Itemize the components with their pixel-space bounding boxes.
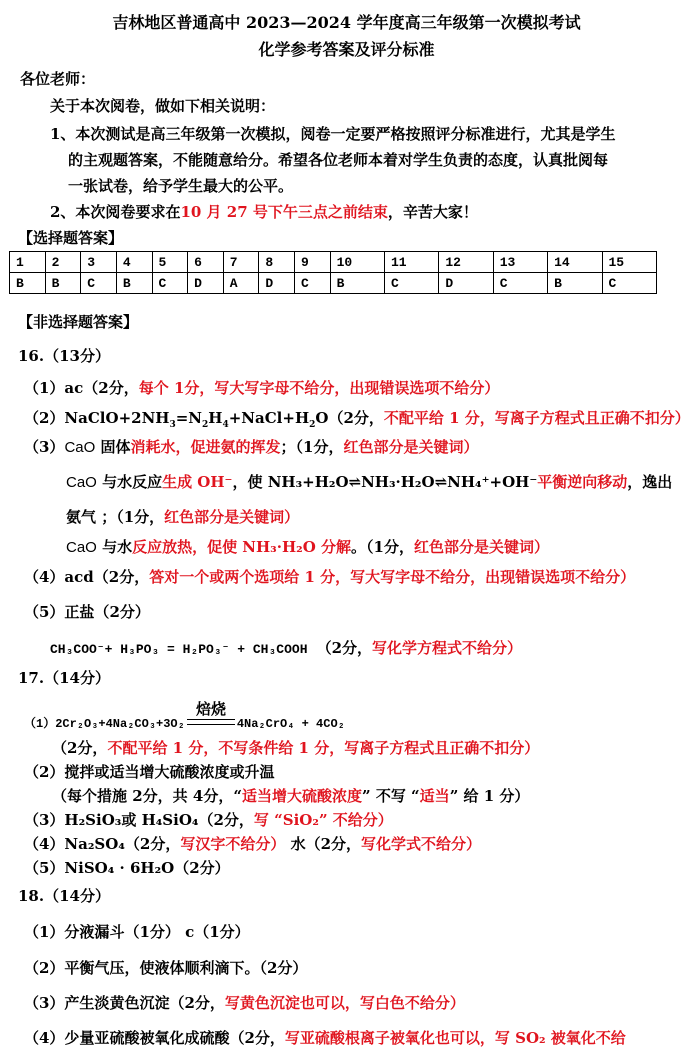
q17-p4-red: 写汉字不给分）: [180, 835, 286, 853]
q16-p3-a: （3）: [24, 438, 65, 456]
q16-p3-l2-b: ，使 NH₃+H₂O⇌NH₃·H₂O⇌NH₄⁺+OH⁻: [232, 473, 538, 491]
note-2-deadline: 10 月 27 号下午三点之前结束: [180, 203, 388, 221]
mc-number-cell: 7: [223, 252, 259, 273]
note-2: [50, 202, 478, 222]
mc-answer-cell: A: [223, 273, 259, 294]
q17-part-5: （5）NiSO₄ · 6H₂O（2分）: [24, 859, 230, 877]
q16-p3-c: ；（1分，: [280, 438, 344, 456]
equal-sign-icon: [187, 719, 235, 727]
q16-p3-l2-red1: 生成 OH⁻: [162, 473, 233, 491]
q16-p5-red: 写化学方程式不给分）: [372, 639, 523, 657]
q17-p4-red2: 写化学式不给分）: [361, 835, 482, 853]
mc-number-cell: 9: [295, 252, 331, 273]
q18-part-3: [24, 993, 465, 1013]
q16-p2-e: O（2分，: [315, 409, 384, 427]
q16-p3-l3-a: 氨气 ；（1分，: [66, 508, 165, 526]
q17-p4-a: （4）Na₂SO₄（2分，: [24, 835, 181, 853]
mc-answer-cell: D: [259, 273, 295, 294]
mc-number-cell: 12: [439, 252, 493, 273]
mc-answer-cell: B: [45, 273, 81, 294]
q18-title: 18.（14分）: [18, 887, 110, 905]
mc-number-cell: 14: [548, 252, 602, 273]
mc-answer-cell: D: [188, 273, 224, 294]
q17-part-1: [24, 712, 345, 734]
intro-lead: 关于本次阅卷，做如下相关说明：: [50, 97, 276, 115]
mc-answer-row: [10, 273, 657, 294]
q17-p1-l2-red: 不配平给 1 分，不写条件给 1 分，写离子方程式且正确不扣分）: [107, 739, 540, 757]
q17-condition: 焙烧: [196, 700, 227, 718]
mc-answer-cell: C: [152, 273, 188, 294]
mc-number-cell: 15: [602, 252, 657, 273]
q16-p5-b: （2分，: [316, 639, 372, 657]
q18-p4-red: 写亚硫酸根离子被氧化也可以，写 SO₂ 被氧化不给: [284, 1029, 626, 1047]
mc-number-cell: 4: [116, 252, 152, 273]
q17-p2-l2-c: ” 给 1 分）: [449, 787, 530, 805]
mc-number-cell: 10: [330, 252, 384, 273]
q16-title: 16.（13分）: [18, 347, 110, 365]
q17-p2-l2-red: 适当增大硫酸浓度: [241, 787, 362, 805]
mc-number-cell: 2: [45, 252, 81, 273]
q16-p3-red1: 消耗水，促进氨的挥发: [130, 438, 281, 456]
q16-p2-c: H: [208, 409, 223, 427]
q16-part-5-equation: [50, 638, 522, 660]
q16-p4-a: （4）acd（2分，: [24, 568, 150, 586]
q16-part-4: [24, 567, 635, 587]
mc-answer-cell: C: [385, 273, 439, 294]
mc-answer-cell: C: [81, 273, 117, 294]
mc-answer-cell: B: [548, 273, 602, 294]
note-1-line-1: 1、本次测试是高三年级第一次模拟，阅卷一定要严格按照评分标准进行，尤其是学生: [50, 125, 616, 143]
q16-p2-d: +NaCl+H: [228, 409, 310, 427]
q16-p3-l4-a: 与水: [96, 538, 133, 556]
mc-answer-cell: C: [602, 273, 657, 294]
q17-part-2-line-2: [52, 786, 529, 806]
note-2-text-b: ，辛苦大家！: [387, 203, 478, 221]
q16-p5-eq: CH₃COO⁻+ H₃PO₃ = H₂PO₃⁻ + CH₃COOH: [50, 642, 308, 657]
q16-p3-l4-cao: CaO: [66, 539, 97, 556]
mc-number-cell: 3: [81, 252, 117, 273]
page-title: 吉林地区普通高中 2023—2024 学年度高三年级第一次模拟考试: [112, 13, 581, 32]
q16-p3-l3-red: 红色部分是关键词）: [164, 508, 300, 526]
mc-answer-cell: B: [330, 273, 384, 294]
q16-part-5: （5）正盐（2分）: [24, 603, 150, 621]
q17-p4-b: 水（2分，: [285, 835, 362, 853]
q17-p3-red: 写 “SiO₂” 不给分）: [253, 811, 393, 829]
mc-heading: 【选择题答案】: [18, 229, 124, 247]
q16-part-3-line-3: [66, 507, 299, 527]
note-1-line-2: 的主观题答案，不能随意给分。希望各位老师本着对学生负责的态度，认真批阅每: [68, 151, 609, 169]
q16-part-1: [24, 378, 499, 398]
q18-p4-a: （4）少量亚硫酸被氧化成硫酸（2分，: [24, 1029, 285, 1047]
note-2-text-a: 2、本次阅卷要求在: [50, 203, 181, 221]
q17-part-2: （2）搅拌或适当增大硫酸浓度或升温: [24, 763, 275, 781]
q18-p3-a: （3）产生淡黄色沉淀（2分，: [24, 994, 225, 1012]
q16-part-3-line-2: [66, 472, 672, 493]
q16-p3-l2-red2: 平衡逆向移动: [537, 473, 628, 491]
q16-p3-l4-b: 。（1分，: [351, 538, 414, 556]
mc-answer-cell: C: [493, 273, 547, 294]
page-subtitle: 化学参考答案及评分标准: [258, 40, 435, 59]
mc-number-cell: 6: [188, 252, 224, 273]
q18-p3-red: 写黄色沉淀也可以，写白色不给分）: [224, 994, 465, 1012]
q16-p3-l2-c: ，逸出: [627, 473, 673, 491]
q16-p3-red2: 红色部分是关键词）: [343, 438, 479, 456]
q16-p3-b: 固体: [95, 438, 131, 456]
mc-number-cell: 11: [385, 252, 439, 273]
greeting: 各位老师：: [20, 70, 96, 88]
q17-p2-l2-b: ” 不写 “: [361, 787, 420, 805]
q16-p3-l4-red2: 红色部分是关键词）: [413, 538, 549, 556]
q16-p1-red: 每个 1分，写大写字母不给分，出现错误选项不给分）: [138, 379, 500, 397]
mc-answer-cell: B: [10, 273, 46, 294]
q18-part-4: [24, 1028, 626, 1048]
q16-p2-b: =N: [175, 409, 203, 427]
q16-part-3-line-4: [66, 537, 549, 558]
q16-part-2: $(2)NaClO+2NH_3=N_2H_4+NaCl+H_2O(2$分，不配平给 1 分，写离子方程式且正确不扣分）: [24, 409, 690, 430]
mc-number-row: [10, 252, 657, 273]
q16-p2-red: 不配平给 1 分，写离子方程式且正确不扣分）: [383, 409, 690, 427]
note-1-line-3: 一张试卷，给予学生最大的公平。: [68, 177, 294, 195]
q17-p1-l2-a: （2分，: [52, 739, 108, 757]
q16-p3-cao: CaO: [64, 439, 96, 456]
q17-part-4: [24, 834, 481, 854]
q16-p3-l4-red: 反应放热，促使 NH₃·H₂O 分解: [132, 538, 352, 556]
q16-part-3: [24, 437, 478, 458]
mc-number-cell: 1: [10, 252, 46, 273]
q18-part-1: （1）分液漏斗（1分） c（1分）: [24, 923, 250, 941]
nonmc-heading: 【非选择题答案】: [18, 313, 139, 331]
mc-number-cell: 8: [259, 252, 295, 273]
mc-number-cell: 5: [152, 252, 188, 273]
q16-p4-red: 答对一个或两个选项给 1 分，写大写字母不给分，出现错误选项不给分）: [149, 568, 636, 586]
mc-answer-cell: B: [116, 273, 152, 294]
q17-title: 17.（14分）: [18, 669, 110, 687]
q17-p3-a: （3）H₂SiO₃或 H₄SiO₄（2分，: [24, 811, 254, 829]
mc-answer-table: [9, 251, 657, 294]
q17-p1-b: 4Na₂CrO₄ + 4CO₂: [236, 717, 345, 731]
q16-p3-l2-a: 与水反应: [96, 473, 163, 491]
q17-part-3: [24, 810, 393, 830]
q16-p1-text: （1）ac（2分，: [24, 379, 139, 397]
q17-p2-l2-red2: 适当: [419, 787, 450, 805]
q16-p3-l2-cao: CaO: [66, 474, 97, 491]
mc-number-cell: 13: [493, 252, 547, 273]
q17-part-1-line-2: [52, 738, 539, 758]
mc-answer-cell: D: [439, 273, 493, 294]
q16-p2-a: （2）NaClO+2NH: [24, 409, 170, 427]
mc-answer-cell: C: [295, 273, 331, 294]
q17-p2-l2-a: （每个措施 2分，共 4分，“: [52, 787, 242, 805]
q18-part-2: （2）平衡气压，使液体顺利滴下。（2分）: [24, 959, 308, 977]
q17-p1-a: （1）2Cr₂O₃+4Na₂CO₃+3O₂: [24, 717, 185, 731]
